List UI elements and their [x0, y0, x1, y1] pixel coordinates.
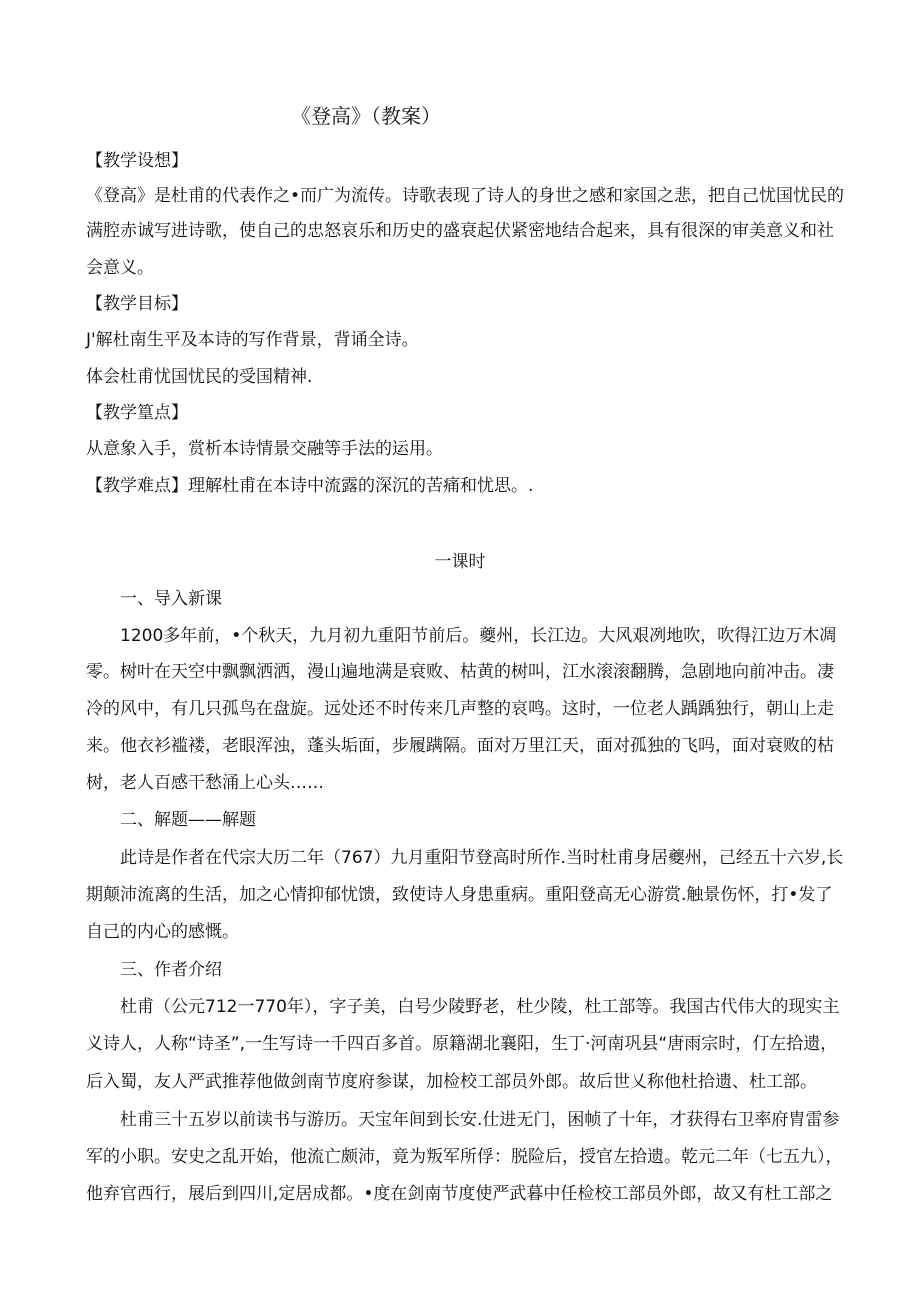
paragraph-line: 来。他衣衫褴褛，老眼浑浊，蓬头垢面，步履蹒隔。面对万里江天，面对孤独的飞吗，面对衰败的枯	[86, 736, 834, 756]
section-difficult-points: 【教学难点】理解杜甫在本诗中流露的深沉的苦痛和忧思。.	[86, 476, 534, 496]
paragraph-line: J'解杜南生平及本诗的写作背景，背诵全诗。	[86, 330, 419, 350]
part-heading-author: 三、作者介绍	[120, 960, 222, 980]
paragraph-line: 杜甫三十五岁以前读书与游历。天宝年间到长安.仕进无门，困帧了十年，才获得右卫率府胄雷参	[120, 1110, 840, 1130]
paragraph-line: 后入蜀，友人严武推荐他做剑南节度府参谋，加检校工部员外郎。故后世乂称他杜拾遗、杜工部。	[86, 1072, 817, 1092]
paragraph-line: 冷的风中，有几只孤鸟在盘旋。远处还不时传来几声整的哀鸣。这时，一位老人踽踽独行，朝山上走	[86, 699, 834, 719]
paragraph-line: 会意义。	[86, 258, 154, 278]
paragraph-line: 此诗是作者在代宗大历二年（767）九月重阳节登高时所作.当时杜甫身居夔州，己经五十六岁,长	[120, 848, 844, 868]
paragraph-line: 树，老人百感干愁涌上心头……	[86, 773, 324, 793]
paragraph-line: 义诗人，人称“诗圣”,一生写诗一千四百多首。原籍湖北襄阳，生丁·河南巩县“唐雨宗时，仃左拾遗，	[86, 1034, 838, 1054]
section-header-key-points: 【教学篁点】	[86, 403, 188, 423]
paragraph-line: 军的小职。安史之乱开始，他流亡颇沛，竟为叛军所俘：脱险后，授官左拾遗。乾元二年（七五九），	[86, 1147, 843, 1167]
part-heading-title-analysis: 二、解题——解题	[120, 810, 256, 830]
paragraph-line: 体会杜甫忧国忧民的受国精神.	[86, 367, 313, 387]
paragraph-line: 零。树叶在天空中飘飘洒洒，漫山遍地满是衰败、枯黄的树叫，江水滚滚翻腾，急剧地向前冲击。凄	[86, 662, 834, 682]
paragraph-line: 自己的内心的感慨。	[86, 922, 239, 942]
page-title: 《登高》（教案）	[291, 104, 441, 128]
paragraph-line: 《登高》是杜甫的代表作之•而广为流传。诗歌表现了诗人的身世之感和家国之悲，把自己忧国忧民的	[86, 186, 845, 206]
lesson-title: 一课时	[434, 552, 486, 572]
paragraph-line: 他弃官西行，展后到四川,定居成都。•度在剑南节度使严武暮中任检校工部员外郎，故又有杜工部之	[86, 1184, 833, 1204]
section-header-teaching-idea: 【教学设想】	[86, 151, 188, 171]
paragraph-line: 期颠沛流离的生活，加之心情抑郁忧馈，致使诗人身患重病。重阳登高无心游赏.触景伤怀，打•发了	[86, 885, 833, 905]
paragraph-line: 1200多年前，•个秋天，九月初九重阳节前后。夔州，长江边。大风艰冽地吹，吹得江边万木凋	[120, 626, 837, 646]
section-header-teaching-goals: 【教学目标】	[86, 294, 188, 314]
paragraph-line: 从意象入手，赏析本诗情景交融等手法的运用。	[86, 439, 443, 459]
paragraph-line: 满腔赤诚写进诗歌，使自己的忠怒哀乐和历史的盛衰起伏紧密地结合起来，具有很深的审美意义和社	[86, 221, 834, 241]
paragraph-line: 杜甫（公元712一770年），字子美，白号少陵野老，杜少陵，杜工部等。我国古代伟大的现实主	[120, 997, 840, 1017]
part-heading-intro: 一、导入新课	[120, 589, 222, 609]
